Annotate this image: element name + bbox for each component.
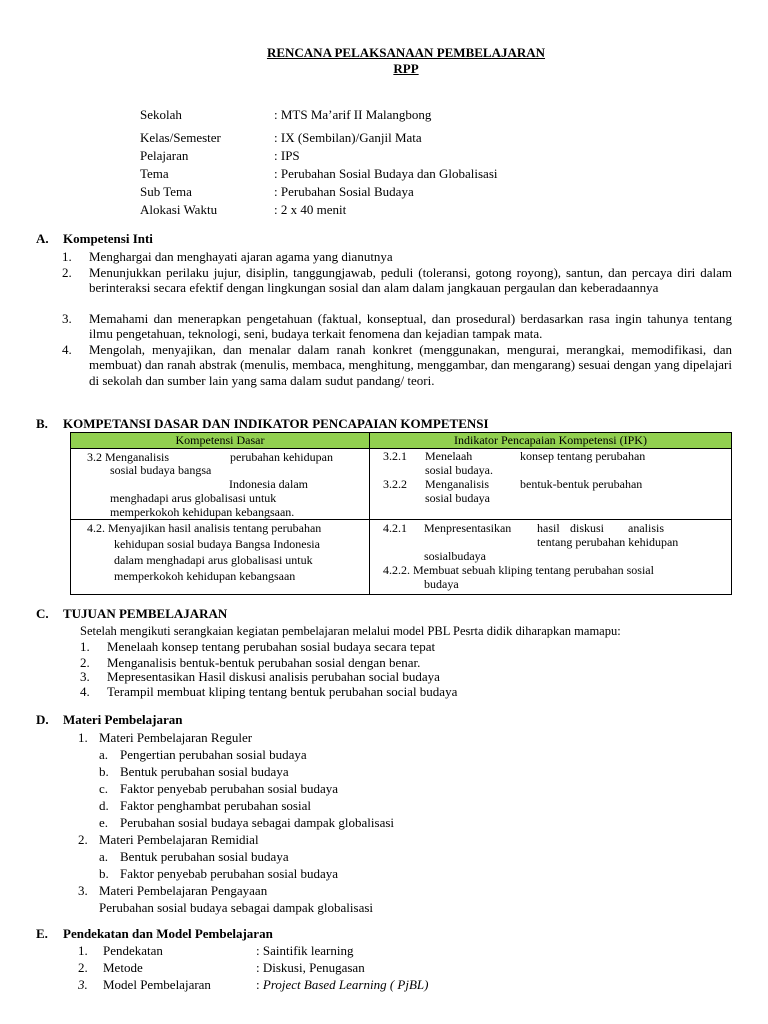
- cell-text: menghadapi arus globalisasi untuk: [110, 491, 277, 505]
- sub-number: b.: [99, 764, 109, 779]
- section-letter: A.: [36, 231, 49, 246]
- section-heading: [36, 231, 153, 247]
- item-number: 4.: [80, 684, 90, 699]
- identity-key: Tema: [140, 166, 169, 181]
- table-header-row: [71, 433, 732, 449]
- table-header-cell: Indikator Pencapaian Kompetensi (IPK): [370, 433, 732, 449]
- identity-key: Sub Tema: [140, 184, 192, 199]
- table-cell: [71, 449, 370, 520]
- section-letter: D.: [36, 712, 49, 727]
- document-subtitle: RPP: [393, 61, 419, 76]
- sub-text: Faktor penghambat perubahan sosial: [120, 798, 311, 813]
- section-letter: E.: [36, 926, 48, 941]
- identity-value: : MTS Ma’arif II Malangbong: [274, 107, 432, 122]
- item-text: Menelaah konsep tentang perubahan sosial budaya secara tepat: [107, 639, 436, 654]
- item-number: 1.: [78, 730, 88, 745]
- section-heading: [36, 926, 273, 942]
- competency-table: [70, 432, 732, 595]
- item-number: 1.: [62, 249, 72, 264]
- identity-value: : IPS: [274, 148, 300, 163]
- item-number: 2.: [78, 960, 88, 975]
- item-value-prefix: :: [256, 977, 263, 992]
- cell-text: sosialbudaya: [424, 549, 486, 563]
- section-heading: [36, 712, 182, 728]
- cell-text: analisis: [628, 521, 664, 535]
- section-heading: [36, 416, 489, 432]
- table-row: [71, 520, 732, 595]
- cell-text: konsep tentang perubahan: [520, 449, 646, 463]
- sub-number: d.: [99, 798, 109, 813]
- table-header-cell: Kompetensi Dasar: [71, 433, 370, 449]
- section-title: Kompetensi Inti: [63, 231, 153, 246]
- document-title: RENCANA PELAKSANAAN PEMBELAJARAN: [266, 45, 546, 60]
- cell-text: sosial budaya.: [425, 463, 493, 477]
- cell-text: 4.2.2. Membuat sebuah kliping tentang perubahan sosial: [383, 563, 654, 577]
- section-title: Pendekatan dan Model Pembelajaran: [63, 926, 273, 941]
- item-key: Pendekatan: [103, 943, 163, 958]
- item-text: Menunjukkan perilaku jujur, disiplin, tanggungjawab, peduli (toleransi, gotong royong), santun, dan percaya diri dalam berinteraksi secara efektif dengan lingkungan sosial dan alam dalam jangkauan pergaulan dan keberadaannya: [89, 265, 732, 296]
- cell-text: memperkokoh kehidupan kebangsaan.: [110, 505, 295, 519]
- identity-key: Kelas/Semester: [140, 130, 221, 145]
- cell-text: perubahan kehidupan: [230, 450, 333, 464]
- sub-text: Bentuk perubahan sosial budaya: [120, 849, 289, 864]
- cell-text: dalam menghadapi arus globalisasi untuk: [114, 553, 313, 567]
- cell-text: Menpresentasikan: [424, 521, 512, 535]
- cell-text: Menelaah: [425, 449, 473, 463]
- identity-value: : IX (Sembilan)/Ganjil Mata: [274, 130, 422, 145]
- cell-text: 4.2.1: [383, 521, 407, 535]
- item-text: Mepresentasikan Hasil diskusi analisis perubahan social budaya: [107, 669, 440, 684]
- cell-text: 3.2.1: [383, 449, 407, 463]
- cell-text: bentuk-bentuk perubahan: [520, 477, 643, 491]
- item-value-italic: Project Based Learning ( PjBL): [262, 977, 429, 992]
- cell-text: diskusi: [570, 521, 605, 535]
- table-cell: [370, 520, 732, 595]
- item-text: Mengolah, menyajikan, dan menalar dalam ranah konkret (menggunakan, mengurai, merangkai, memodifikasi, dan membuat) dan ranah abstrak (menulis, membaca, menghitung, menggambar, dan mengarang) sesuai dengan yang dipelajari di sekolah dan sumber lain yang sama dalam sudut pandang/ teori.: [89, 342, 732, 388]
- identity-row: [140, 166, 498, 184]
- sub-text: Perubahan sosial budaya sebagai dampak globalisasi: [120, 815, 395, 830]
- list-item: [62, 311, 732, 342]
- group-title: Materi Pembelajaran Pengayaan: [99, 883, 268, 898]
- identity-key: Sekolah: [140, 107, 182, 122]
- pengayaan-text: Perubahan sosial budaya sebagai dampak globalisasi: [99, 900, 374, 915]
- list-item: [62, 342, 732, 388]
- cell-text: Indonesia dalam: [229, 477, 308, 491]
- item-number: 3.: [78, 977, 88, 992]
- identity-value: : Perubahan Sosial Budaya: [274, 184, 414, 199]
- cell-text: 4.2. Menyajikan hasil analisis tentang perubahan: [87, 521, 322, 535]
- item-value: : Saintifik learning: [256, 943, 354, 958]
- item-number: 3.: [78, 883, 88, 898]
- item-text: Terampil membuat kliping tentang bentuk perubahan social budaya: [107, 684, 458, 699]
- sub-number: a.: [99, 747, 109, 762]
- sub-text: Faktor penyebab perubahan sosial budaya: [120, 866, 339, 881]
- table-row: [71, 449, 732, 520]
- group-title: Materi Pembelajaran Remidial: [99, 832, 259, 847]
- group-title: Materi Pembelajaran Reguler: [99, 730, 253, 745]
- table-cell: [370, 449, 732, 520]
- item-value: [256, 977, 428, 993]
- section-title: KOMPETANSI DASAR DAN INDIKATOR PENCAPAIAN KOMPETENSI: [63, 416, 489, 431]
- section-heading: [36, 606, 227, 622]
- cell-text: hasil: [537, 521, 560, 535]
- item-text: Memahami dan menerapkan pengetahuan (faktual, konseptual, dan prosedural) berdasarkan rasa ingin tahunya tentang ilmu pengetahuan, teknologi, seni, budaya terkait fenomena dan kejadian tampak mata.: [89, 311, 732, 342]
- sub-number: c.: [99, 781, 109, 796]
- item-number: 1.: [80, 639, 90, 654]
- cell-text: kehidupan sosial budaya Bangsa Indonesia: [114, 537, 320, 551]
- sub-number: b.: [99, 866, 109, 881]
- identity-row: [140, 202, 346, 220]
- identity-key: Pelajaran: [140, 148, 189, 163]
- identity-row: [140, 184, 414, 202]
- cell-text: sosial budaya bangsa: [110, 463, 212, 477]
- identity-row: [140, 107, 431, 125]
- identity-value: : Perubahan Sosial Budaya dan Globalisasi: [274, 166, 498, 181]
- item-number: 2.: [80, 655, 90, 670]
- cell-text: sosial budaya: [425, 491, 490, 505]
- item-number: 2.: [62, 265, 72, 280]
- item-value: : Diskusi, Penugasan: [256, 960, 365, 975]
- identity-row: [140, 148, 300, 166]
- item-text: Menganalisis bentuk-bentuk perubahan sosial dengan benar.: [107, 655, 421, 670]
- cell-text: Menganalisis: [425, 477, 489, 491]
- item-number: 1.: [78, 943, 88, 958]
- identity-row: [140, 130, 422, 148]
- cell-text: 3.2.2: [383, 477, 407, 491]
- item-number: 3.: [62, 311, 72, 326]
- sub-text: Bentuk perubahan sosial budaya: [120, 764, 289, 779]
- item-key: Metode: [103, 960, 143, 975]
- sub-number: a.: [99, 849, 109, 864]
- sub-text: Faktor penyebab perubahan sosial budaya: [120, 781, 339, 796]
- cell-text: 3.2 Menganalisis: [87, 450, 169, 464]
- section-letter: C.: [36, 606, 49, 621]
- list-item: [62, 249, 732, 264]
- cell-text: budaya: [424, 577, 459, 591]
- item-number: 4.: [62, 342, 72, 357]
- section-intro: Setelah mengikuti serangkaian kegiatan pembelajaran melalui model PBL Pesrta didik diharapkan mamapu:: [80, 624, 621, 638]
- list-item: [62, 265, 732, 296]
- sub-number: e.: [99, 815, 109, 830]
- table-cell: [71, 520, 370, 595]
- identity-value: : 2 x 40 menit: [274, 202, 347, 217]
- section-title: Materi Pembelajaran: [63, 712, 183, 727]
- identity-key: Alokasi Waktu: [140, 202, 218, 217]
- cell-text: memperkokoh kehidupan kebangsaan: [114, 569, 296, 583]
- sub-text: Pengertian perubahan sosial budaya: [120, 747, 307, 762]
- section-letter: B.: [36, 416, 48, 431]
- item-text: Menghargai dan menghayati ajaran agama yang dianutnya: [89, 249, 393, 264]
- item-number: 2.: [78, 832, 88, 847]
- item-key: Model Pembelajaran: [103, 977, 211, 992]
- item-number: 3.: [80, 669, 90, 684]
- cell-text: tentang perubahan kehidupan: [537, 535, 679, 549]
- section-title: TUJUAN PEMBELAJARAN: [63, 606, 228, 621]
